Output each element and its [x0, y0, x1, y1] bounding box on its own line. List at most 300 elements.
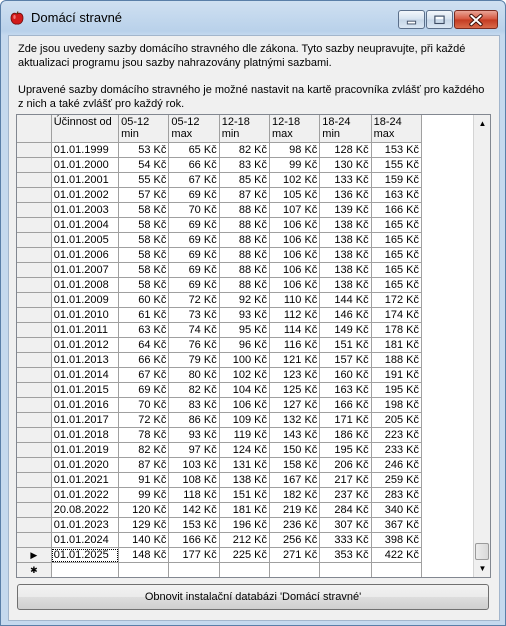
cell-rate[interactable]: 102 Kč [219, 368, 269, 383]
cell-rate[interactable]: 97 Kč [169, 443, 219, 458]
cell-rate[interactable]: 72 Kč [119, 413, 169, 428]
table-row[interactable] [17, 173, 422, 188]
cell-rate[interactable]: 88 Kč [219, 233, 269, 248]
cell-rate[interactable]: 138 Kč [320, 278, 371, 293]
cell-rate[interactable]: 78 Kč [119, 428, 169, 443]
row-selector[interactable] [17, 353, 51, 368]
cell-rate[interactable]: 166 Kč [169, 533, 219, 548]
table-row[interactable] [17, 308, 422, 323]
cell-rate[interactable]: 127 Kč [270, 398, 320, 413]
cell-rate[interactable]: 153 Kč [169, 518, 219, 533]
cell-rate[interactable]: 157 Kč [320, 353, 371, 368]
cell-effective-date[interactable]: 01.01.2010 [51, 308, 118, 323]
cell-rate[interactable]: 422 Kč [371, 548, 421, 563]
cell-rate[interactable]: 58 Kč [119, 218, 169, 233]
cell-rate[interactable]: 99 Kč [119, 488, 169, 503]
column-header-sublabel: min [322, 128, 341, 140]
column-header-sublabel: max [272, 128, 293, 140]
cell-rate[interactable]: 236 Kč [270, 518, 320, 533]
cell-rate[interactable]: 307 Kč [320, 518, 371, 533]
cell-rate[interactable]: 271 Kč [270, 548, 320, 563]
cell-rate[interactable]: 69 Kč [169, 218, 219, 233]
cell-rate[interactable]: 58 Kč [119, 248, 169, 263]
table-row[interactable] [17, 383, 422, 398]
cell-rate[interactable]: 160 Kč [320, 368, 371, 383]
new-row-cell[interactable] [51, 563, 118, 578]
cell-effective-date[interactable]: 01.01.2005 [51, 233, 118, 248]
cell-rate[interactable]: 63 Kč [119, 323, 169, 338]
cell-effective-date[interactable]: 01.01.1999 [51, 143, 118, 158]
cell-rate[interactable]: 206 Kč [320, 458, 371, 473]
cell-rate[interactable]: 140 Kč [119, 533, 169, 548]
cell-rate[interactable]: 104 Kč [219, 383, 269, 398]
cell-rate[interactable]: 133 Kč [320, 173, 371, 188]
cell-effective-date[interactable]: 01.01.2011 [51, 323, 118, 338]
table-row[interactable] [17, 338, 422, 353]
cell-rate[interactable]: 188 Kč [371, 353, 421, 368]
cell-rate[interactable]: 165 Kč [371, 218, 421, 233]
row-selector[interactable] [17, 413, 51, 428]
cell-effective-date[interactable]: 01.01.2006 [51, 248, 118, 263]
cell-effective-date[interactable]: 01.01.2021 [51, 473, 118, 488]
cell-rate[interactable]: 99 Kč [270, 158, 320, 173]
cell-effective-date[interactable]: 01.01.2015 [51, 383, 118, 398]
column-header-label: 12-18 [221, 116, 250, 128]
row-selector[interactable] [17, 443, 51, 458]
row-selector[interactable] [17, 383, 51, 398]
cell-rate[interactable]: 112 Kč [270, 308, 320, 323]
table-row[interactable] [17, 143, 422, 158]
cell-rate[interactable]: 138 Kč [320, 263, 371, 278]
cell-rate[interactable]: 256 Kč [270, 533, 320, 548]
new-row-cell[interactable] [320, 563, 371, 578]
cell-rate[interactable]: 106 Kč [270, 248, 320, 263]
cell-rate[interactable]: 88 Kč [219, 278, 269, 293]
table-row[interactable] [17, 218, 422, 233]
row-selector[interactable] [17, 488, 51, 503]
table-row[interactable] [17, 413, 422, 428]
cell-rate[interactable]: 72 Kč [169, 293, 219, 308]
cell-rate[interactable]: 70 Kč [169, 203, 219, 218]
cell-rate[interactable]: 142 Kč [169, 503, 219, 518]
cell-rate[interactable]: 182 Kč [270, 488, 320, 503]
cell-rate[interactable]: 171 Kč [320, 413, 371, 428]
new-row-cell[interactable] [219, 563, 269, 578]
cell-rate[interactable]: 159 Kč [371, 173, 421, 188]
row-selector[interactable] [17, 458, 51, 473]
cell-effective-date[interactable]: 01.01.2018 [51, 428, 118, 443]
cell-rate[interactable]: 64 Kč [119, 338, 169, 353]
cell-rate[interactable]: 87 Kč [219, 188, 269, 203]
row-selector[interactable] [17, 518, 51, 533]
cell-rate[interactable]: 138 Kč [320, 248, 371, 263]
cell-rate[interactable]: 367 Kč [371, 518, 421, 533]
column-header-label: 05-12 [121, 116, 150, 128]
cell-rate[interactable]: 246 Kč [371, 458, 421, 473]
cell-rate[interactable]: 73 Kč [169, 308, 219, 323]
cell-effective-date[interactable]: 01.01.2007 [51, 263, 118, 278]
cell-rate[interactable]: 55 Kč [119, 173, 169, 188]
cell-rate[interactable]: 88 Kč [219, 203, 269, 218]
cell-rate[interactable]: 67 Kč [169, 173, 219, 188]
cell-rate[interactable]: 69 Kč [169, 233, 219, 248]
cell-rate[interactable]: 118 Kč [169, 488, 219, 503]
cell-rate[interactable]: 109 Kč [219, 413, 269, 428]
cell-rate[interactable]: 79 Kč [169, 353, 219, 368]
cell-rate[interactable]: 69 Kč [169, 278, 219, 293]
cell-rate[interactable]: 130 Kč [320, 158, 371, 173]
new-row-cell[interactable] [371, 563, 421, 578]
info-text [18, 42, 488, 124]
cell-rate[interactable]: 58 Kč [119, 263, 169, 278]
cell-rate[interactable]: 102 Kč [270, 173, 320, 188]
cell-rate[interactable]: 86 Kč [169, 413, 219, 428]
cell-rate[interactable]: 353 Kč [320, 548, 371, 563]
cell-rate[interactable]: 107 Kč [270, 203, 320, 218]
row-selector[interactable] [17, 233, 51, 248]
cell-rate[interactable]: 93 Kč [219, 308, 269, 323]
cell-rate[interactable]: 61 Kč [119, 308, 169, 323]
cell-effective-date[interactable]: 01.01.2008 [51, 278, 118, 293]
table-row[interactable] [17, 503, 422, 518]
cell-rate[interactable]: 106 Kč [270, 218, 320, 233]
cell-rate[interactable]: 53 Kč [119, 143, 169, 158]
cell-rate[interactable]: 83 Kč [219, 158, 269, 173]
table-row[interactable] [17, 188, 422, 203]
new-row-cell[interactable] [169, 563, 219, 578]
cell-rate[interactable]: 87 Kč [119, 458, 169, 473]
maximize-icon [427, 11, 452, 29]
cell-rate[interactable]: 138 Kč [219, 473, 269, 488]
row-selector[interactable] [17, 323, 51, 338]
table-row[interactable] [17, 158, 422, 173]
cell-rate[interactable]: 125 Kč [270, 383, 320, 398]
cell-rate[interactable]: 121 Kč [270, 353, 320, 368]
cell-rate[interactable]: 88 Kč [219, 248, 269, 263]
cell-rate[interactable]: 106 Kč [270, 233, 320, 248]
cell-rate[interactable]: 108 Kč [169, 473, 219, 488]
cell-rate[interactable]: 128 Kč [320, 143, 371, 158]
table-row[interactable] [17, 278, 422, 293]
cell-rate[interactable]: 54 Kč [119, 158, 169, 173]
new-row-marker[interactable]: ✱ [17, 563, 51, 578]
cell-rate[interactable]: 106 Kč [270, 263, 320, 278]
cell-rate[interactable]: 155 Kč [371, 158, 421, 173]
column-header-sublabel: min [221, 128, 240, 140]
cell-rate[interactable]: 283 Kč [371, 488, 421, 503]
row-selector[interactable] [17, 263, 51, 278]
column-header[interactable] [51, 115, 118, 143]
table-row[interactable] [17, 248, 422, 263]
table-row[interactable] [17, 458, 422, 473]
cell-rate[interactable]: 205 Kč [371, 413, 421, 428]
cell-rate[interactable]: 106 Kč [219, 398, 269, 413]
close-icon [455, 11, 497, 29]
column-header[interactable] [119, 115, 169, 143]
cell-rate[interactable]: 57 Kč [119, 188, 169, 203]
cell-rate[interactable]: 88 Kč [219, 263, 269, 278]
new-row-cell[interactable] [270, 563, 320, 578]
cell-effective-date[interactable]: 01.01.2016 [51, 398, 118, 413]
new-row-cell[interactable] [119, 563, 169, 578]
cell-rate[interactable]: 165 Kč [371, 233, 421, 248]
cell-rate[interactable]: 123 Kč [270, 368, 320, 383]
table-row[interactable] [17, 443, 422, 458]
cell-rate[interactable]: 58 Kč [119, 233, 169, 248]
cell-rate[interactable]: 124 Kč [219, 443, 269, 458]
new-row[interactable] [17, 563, 422, 578]
column-header[interactable] [371, 115, 421, 143]
cell-rate[interactable]: 105 Kč [270, 188, 320, 203]
cell-rate[interactable]: 167 Kč [270, 473, 320, 488]
cell-rate[interactable]: 91 Kč [119, 473, 169, 488]
info-paragraph-2: Upravené sazby domácího stravného je možné nastavit na kartě pracovníka zvlášť pro každého z nich a také zvlášť pro každý rok. [18, 84, 485, 110]
cell-effective-date[interactable]: 01.01.2020 [51, 458, 118, 473]
cell-rate[interactable]: 119 Kč [219, 428, 269, 443]
cell-rate[interactable]: 165 Kč [371, 278, 421, 293]
maximize-button[interactable] [426, 10, 453, 29]
column-header-label: Účinnost od [53, 116, 112, 128]
row-selector[interactable] [17, 158, 51, 173]
row-selector[interactable] [17, 473, 51, 488]
cell-rate[interactable]: 60 Kč [119, 293, 169, 308]
cell-rate[interactable]: 233 Kč [371, 443, 421, 458]
scroll-thumb[interactable] [475, 543, 489, 560]
close-button[interactable] [454, 10, 498, 29]
cell-rate[interactable]: 177 Kč [169, 548, 219, 563]
cell-rate[interactable]: 146 Kč [320, 308, 371, 323]
cell-rate[interactable]: 163 Kč [371, 188, 421, 203]
cell-rate[interactable]: 223 Kč [371, 428, 421, 443]
cell-rate[interactable]: 132 Kč [270, 413, 320, 428]
column-header[interactable] [270, 115, 320, 143]
cell-rate[interactable]: 129 Kč [119, 518, 169, 533]
cell-rate[interactable]: 212 Kč [219, 533, 269, 548]
cell-rate[interactable]: 219 Kč [270, 503, 320, 518]
cell-rate[interactable]: 96 Kč [219, 338, 269, 353]
cell-effective-date[interactable]: 01.01.2019 [51, 443, 118, 458]
cell-rate[interactable]: 153 Kč [371, 143, 421, 158]
cell-effective-date[interactable]: 01.01.2014 [51, 368, 118, 383]
table-row[interactable] [17, 533, 422, 548]
cell-rate[interactable]: 158 Kč [270, 458, 320, 473]
column-header-label: 18-24 [373, 116, 402, 128]
cell-rate[interactable]: 333 Kč [320, 533, 371, 548]
cell-rate[interactable]: 191 Kč [371, 368, 421, 383]
row-selector[interactable] [17, 293, 51, 308]
table-row[interactable] [17, 548, 422, 563]
row-selector[interactable] [17, 368, 51, 383]
table-row[interactable] [17, 263, 422, 278]
cell-rate[interactable]: 82 Kč [169, 383, 219, 398]
cell-rate[interactable]: 69 Kč [169, 263, 219, 278]
table-row[interactable] [17, 368, 422, 383]
row-selector[interactable] [17, 503, 51, 518]
row-selector[interactable] [17, 338, 51, 353]
cell-rate[interactable]: 196 Kč [219, 518, 269, 533]
cell-rate[interactable]: 58 Kč [119, 278, 169, 293]
cell-rate[interactable]: 225 Kč [219, 548, 269, 563]
table-row[interactable] [17, 488, 422, 503]
window-title: Domácí stravné [31, 10, 123, 25]
cell-rate[interactable]: 186 Kč [320, 428, 371, 443]
row-selector[interactable] [17, 188, 51, 203]
cell-rate[interactable]: 166 Kč [320, 398, 371, 413]
cell-rate[interactable]: 172 Kč [371, 293, 421, 308]
rates-grid[interactable] [16, 114, 491, 578]
cell-rate[interactable]: 114 Kč [270, 323, 320, 338]
table-row[interactable] [17, 203, 422, 218]
cell-rate[interactable]: 340 Kč [371, 503, 421, 518]
cell-effective-date[interactable]: 01.01.2013 [51, 353, 118, 368]
row-selector-header [17, 115, 51, 143]
column-header[interactable] [219, 115, 269, 143]
row-selector[interactable] [17, 218, 51, 233]
cell-rate[interactable]: 85 Kč [219, 173, 269, 188]
cell-rate[interactable]: 69 Kč [119, 383, 169, 398]
table-row[interactable] [17, 428, 422, 443]
cell-rate[interactable]: 181 Kč [219, 503, 269, 518]
table-row[interactable] [17, 398, 422, 413]
cell-effective-date[interactable]: 01.01.2023 [51, 518, 118, 533]
cell-rate[interactable]: 76 Kč [169, 338, 219, 353]
cell-rate[interactable]: 92 Kč [219, 293, 269, 308]
cell-rate[interactable]: 95 Kč [219, 323, 269, 338]
cell-rate[interactable]: 74 Kč [169, 323, 219, 338]
cell-rate[interactable]: 69 Kč [169, 248, 219, 263]
cell-rate[interactable]: 151 Kč [219, 488, 269, 503]
cell-rate[interactable]: 144 Kč [320, 293, 371, 308]
row-selector[interactable] [17, 278, 51, 293]
row-selector[interactable] [17, 398, 51, 413]
cell-rate[interactable]: 67 Kč [119, 368, 169, 383]
cell-rate[interactable]: 69 Kč [169, 188, 219, 203]
row-selector[interactable] [17, 173, 51, 188]
column-header[interactable] [169, 115, 219, 143]
cell-rate[interactable]: 70 Kč [119, 398, 169, 413]
cell-rate[interactable]: 174 Kč [371, 308, 421, 323]
cell-rate[interactable]: 166 Kč [371, 203, 421, 218]
row-selector[interactable] [17, 308, 51, 323]
minimize-icon [399, 11, 424, 29]
cell-rate[interactable]: 259 Kč [371, 473, 421, 488]
row-selector[interactable]: ▶ [17, 548, 51, 563]
cell-rate[interactable]: 139 Kč [320, 203, 371, 218]
cell-rate[interactable]: 110 Kč [270, 293, 320, 308]
cell-rate[interactable]: 149 Kč [320, 323, 371, 338]
row-selector[interactable] [17, 143, 51, 158]
row-selector[interactable] [17, 248, 51, 263]
column-header[interactable] [320, 115, 371, 143]
table-row[interactable] [17, 233, 422, 248]
cell-rate[interactable]: 165 Kč [371, 263, 421, 278]
cell-rate[interactable]: 88 Kč [219, 218, 269, 233]
cell-effective-date[interactable]: 01.01.2004 [51, 218, 118, 233]
cell-rate[interactable]: 165 Kč [371, 248, 421, 263]
cell-effective-date[interactable]: 01.01.2024 [51, 533, 118, 548]
cell-rate[interactable]: 148 Kč [119, 548, 169, 563]
cell-rate[interactable]: 136 Kč [320, 188, 371, 203]
row-selector[interactable] [17, 533, 51, 548]
scroll-up-arrow-icon[interactable]: ▲ [474, 115, 491, 132]
cell-rate[interactable]: 103 Kč [169, 458, 219, 473]
cell-rate[interactable]: 116 Kč [270, 338, 320, 353]
cell-effective-date[interactable]: 01.01.2017 [51, 413, 118, 428]
cell-effective-date[interactable]: 01.01.2003 [51, 203, 118, 218]
refresh-database-button[interactable]: Obnovit instalační databázi 'Domácí stravné' [17, 584, 489, 610]
cell-rate[interactable]: 100 Kč [219, 353, 269, 368]
table-row[interactable] [17, 518, 422, 533]
cell-rate[interactable]: 143 Kč [270, 428, 320, 443]
cell-rate[interactable]: 151 Kč [320, 338, 371, 353]
cell-effective-date[interactable]: 01.01.2002 [51, 188, 118, 203]
cell-rate[interactable]: 66 Kč [119, 353, 169, 368]
minimize-button[interactable] [398, 10, 425, 29]
cell-rate[interactable]: 195 Kč [320, 443, 371, 458]
scroll-down-arrow-icon[interactable]: ▼ [474, 560, 491, 577]
cell-effective-date[interactable]: 01.01.2001 [51, 173, 118, 188]
cell-effective-date[interactable]: 01.01.2009 [51, 293, 118, 308]
table-row[interactable] [17, 323, 422, 338]
column-header-sublabel: min [121, 128, 139, 140]
client-area [8, 35, 500, 621]
table-row[interactable] [17, 353, 422, 368]
cell-rate[interactable]: 98 Kč [270, 143, 320, 158]
cell-effective-date[interactable]: 01.01.2000 [51, 158, 118, 173]
column-header-label: 05-12 [171, 116, 200, 128]
cell-rate[interactable]: 217 Kč [320, 473, 371, 488]
cell-effective-date[interactable]: 01.01.2025 [51, 548, 118, 563]
cell-effective-date[interactable]: 01.01.2012 [51, 338, 118, 353]
cell-rate[interactable]: 150 Kč [270, 443, 320, 458]
cell-rate[interactable]: 398 Kč [371, 533, 421, 548]
cell-rate[interactable]: 106 Kč [270, 278, 320, 293]
cell-effective-date[interactable]: 01.01.2022 [51, 488, 118, 503]
cell-rate[interactable]: 80 Kč [169, 368, 219, 383]
row-selector[interactable] [17, 428, 51, 443]
table-row[interactable] [17, 293, 422, 308]
info-paragraph-1: Zde jsou uvedeny sazby domácího stravného dle zákona. Tyto sazby neupravujte, při každé aktualizaci programu jsou sazby nahrazovány platnými sazbami. [18, 43, 466, 69]
column-header-label: 12-18 [272, 116, 301, 128]
cell-rate[interactable]: 66 Kč [169, 158, 219, 173]
cell-rate[interactable]: 82 Kč [119, 443, 169, 458]
cell-rate[interactable]: 120 Kč [119, 503, 169, 518]
cell-rate[interactable]: 181 Kč [371, 338, 421, 353]
apple-icon [10, 11, 24, 25]
cell-rate[interactable]: 284 Kč [320, 503, 371, 518]
title-bar[interactable] [1, 1, 505, 31]
cell-rate[interactable]: 178 Kč [371, 323, 421, 338]
cell-rate[interactable]: 83 Kč [169, 398, 219, 413]
header-row [17, 115, 422, 143]
cell-rate[interactable]: 198 Kč [371, 398, 421, 413]
vertical-scrollbar[interactable] [473, 115, 491, 577]
cell-rate[interactable]: 195 Kč [371, 383, 421, 398]
cell-rate[interactable]: 163 Kč [320, 383, 371, 398]
row-selector[interactable] [17, 203, 51, 218]
cell-rate[interactable]: 65 Kč [169, 143, 219, 158]
cell-rate[interactable]: 93 Kč [169, 428, 219, 443]
cell-rate[interactable]: 138 Kč [320, 218, 371, 233]
cell-rate[interactable]: 237 Kč [320, 488, 371, 503]
cell-effective-date[interactable]: 20.08.2022 [51, 503, 118, 518]
cell-rate[interactable]: 58 Kč [119, 203, 169, 218]
cell-rate[interactable]: 131 Kč [219, 458, 269, 473]
table-row[interactable] [17, 473, 422, 488]
cell-rate[interactable]: 138 Kč [320, 233, 371, 248]
rates-table [17, 115, 422, 578]
cell-rate[interactable]: 82 Kč [219, 143, 269, 158]
